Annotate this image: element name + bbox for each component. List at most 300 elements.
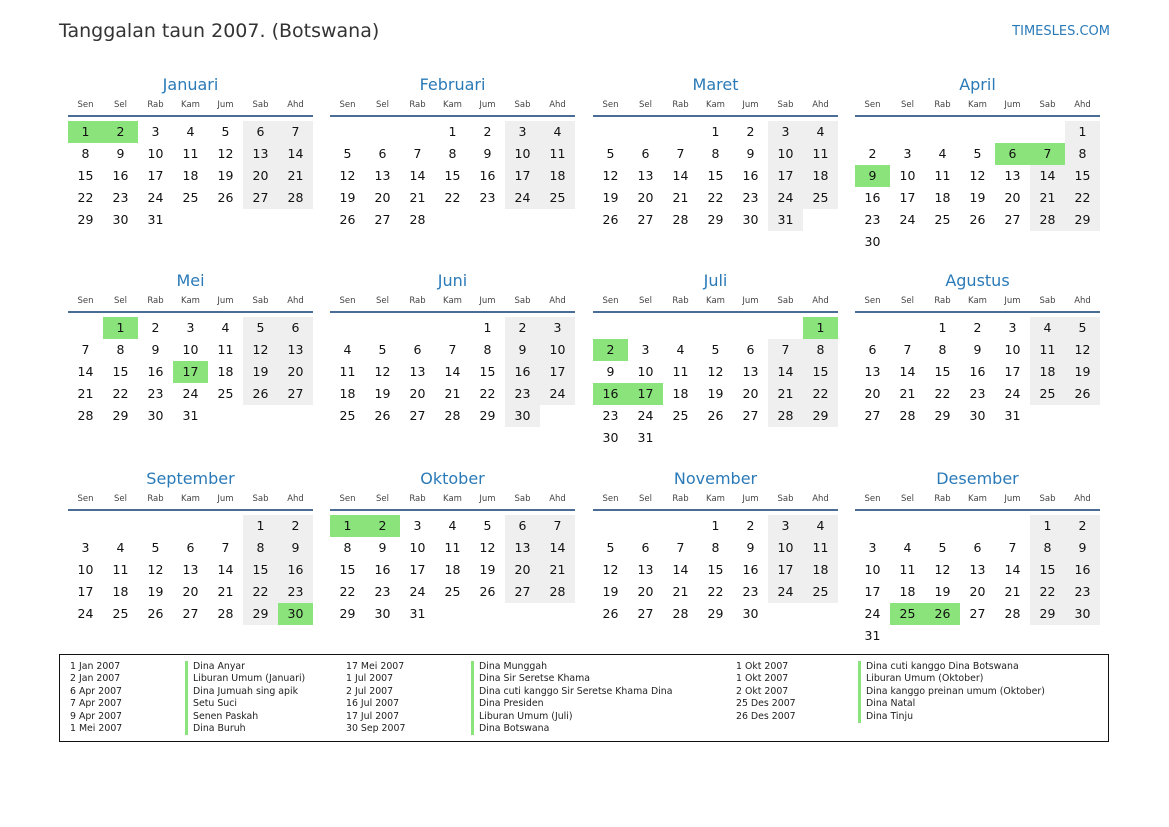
day-cell: 16: [374, 562, 391, 577]
month-name: Februari: [419, 75, 486, 94]
header-divider: [330, 311, 575, 313]
day-cell: 7: [221, 540, 230, 555]
holiday-date: 25 Des 2007: [736, 698, 796, 710]
day-cell: 7: [81, 342, 90, 357]
header-divider: [593, 509, 838, 511]
day-cell: 1: [243, 515, 278, 537]
header-divider: [68, 115, 313, 117]
day-cell: 30: [602, 430, 619, 445]
day-cell: 8: [1065, 143, 1100, 165]
day-cell: 24: [864, 606, 881, 621]
weekday-header-row: [330, 296, 575, 308]
day-cell: 11: [217, 342, 234, 357]
day-cell: 30: [505, 405, 540, 427]
day-cell: 20: [864, 386, 881, 401]
holiday-name: Setu Suci: [185, 698, 237, 710]
day-cell: 23: [602, 408, 619, 423]
day-cell: 29: [479, 408, 496, 423]
day-cell: 12: [969, 168, 986, 183]
day-cell: 23: [147, 386, 164, 401]
day-cell: 31: [768, 209, 803, 231]
day-cell: 10: [768, 537, 803, 559]
day-cell: 3: [903, 146, 912, 161]
holiday-column: [346, 661, 726, 735]
day-cell: 12: [602, 168, 619, 183]
day-cell: 5: [606, 540, 615, 555]
day-cell: 1: [1065, 121, 1100, 143]
header-divider: [330, 509, 575, 511]
weekday-label: Kam: [968, 296, 987, 306]
day-cell: 5: [606, 146, 615, 161]
holiday-day-cell: 1: [68, 121, 103, 143]
holiday-date: 2 Jul 2007: [346, 685, 394, 697]
weekday-label: Jum: [479, 296, 496, 306]
day-cell: 8: [448, 146, 457, 161]
weekday-label: Sab: [777, 296, 794, 306]
month-name: Juli: [703, 271, 728, 290]
weekday-label: Sab: [514, 494, 531, 504]
day-cell: 8: [711, 146, 720, 161]
day-cell: 2: [746, 518, 755, 533]
day-cell: 10: [864, 562, 881, 577]
weekday-label: Rab: [934, 296, 951, 306]
day-cell: 4: [803, 121, 838, 143]
day-cell: 17: [540, 361, 575, 383]
day-cell: 7: [676, 146, 685, 161]
day-cell: 2: [278, 515, 313, 537]
weekday-label: Rab: [672, 296, 689, 306]
day-cell: 23: [112, 190, 129, 205]
header-divider: [855, 115, 1100, 117]
day-cell: 3: [505, 121, 540, 143]
day-cell: 6: [641, 540, 650, 555]
day-cell: 11: [1030, 339, 1065, 361]
day-cell: 14: [77, 364, 94, 379]
holiday-day-cell: 2: [593, 339, 628, 361]
day-cell: 13: [969, 562, 986, 577]
day-cell: 23: [864, 212, 881, 227]
day-cell: 21: [540, 559, 575, 581]
day-cell: 12: [217, 146, 234, 161]
holiday-row: [736, 673, 1096, 685]
day-cell: 11: [182, 146, 199, 161]
day-cell: 21: [217, 584, 234, 599]
weekday-label: Sen: [77, 100, 94, 110]
weekday-label: Rab: [147, 296, 164, 306]
day-cell: 28: [1030, 209, 1065, 231]
day-cell: 15: [77, 168, 94, 183]
day-cell: 28: [77, 408, 94, 423]
day-cell: 24: [409, 584, 426, 599]
weekday-label: Rab: [409, 100, 426, 110]
holiday-date: 17 Jul 2007: [346, 710, 400, 722]
day-cell: 24: [899, 212, 916, 227]
holiday-name: Liburan Umum (Juli): [471, 711, 573, 723]
day-cell: 3: [151, 124, 160, 139]
weekday-label: Sab: [514, 100, 531, 110]
day-cell: 26: [707, 408, 724, 423]
day-cell: 16: [1065, 559, 1100, 581]
weekday-label: Ahd: [812, 296, 829, 306]
day-cell: 25: [540, 187, 575, 209]
weekday-label: Kam: [181, 296, 200, 306]
day-cell: 18: [540, 165, 575, 187]
day-cell: 24: [540, 383, 575, 405]
day-cell: 9: [483, 146, 492, 161]
weekday-label: Ahd: [812, 494, 829, 504]
holiday-name: Dina Natal: [858, 698, 915, 710]
day-cell: 3: [413, 518, 422, 533]
weekday-label: Ahd: [549, 296, 566, 306]
day-cell: 9: [973, 342, 982, 357]
day-cell: 8: [803, 339, 838, 361]
day-cell: 21: [77, 386, 94, 401]
day-cell: 25: [803, 187, 838, 209]
day-cell: 16: [742, 168, 759, 183]
day-cell: 17: [768, 165, 803, 187]
month-name: Mei: [176, 271, 205, 290]
day-cell: 1: [938, 320, 947, 335]
day-cell: 21: [444, 386, 461, 401]
day-cell: 23: [505, 383, 540, 405]
day-cell: 29: [1065, 209, 1100, 231]
day-cell: 14: [899, 364, 916, 379]
day-cell: 1: [483, 320, 492, 335]
weekday-label: Kam: [181, 494, 200, 504]
day-cell: 28: [672, 606, 689, 621]
holiday-day-cell: 9: [855, 165, 890, 187]
holiday-day-cell: 25: [890, 603, 925, 625]
day-cell: 12: [1065, 339, 1100, 361]
day-cell: 5: [243, 317, 278, 339]
day-cell: 15: [339, 562, 356, 577]
day-cell: 3: [81, 540, 90, 555]
day-cell: 4: [676, 342, 685, 357]
day-cell: 30: [112, 212, 129, 227]
day-cell: 31: [147, 212, 164, 227]
day-cell: 5: [483, 518, 492, 533]
day-cell: 14: [540, 537, 575, 559]
day-cell: 16: [969, 364, 986, 379]
header-divider: [593, 311, 838, 313]
holiday-date: 2 Jan 2007: [70, 673, 121, 685]
day-cell: 28: [899, 408, 916, 423]
weekday-label: Jum: [742, 100, 759, 110]
holiday-day-cell: 2: [103, 121, 138, 143]
day-cell: 23: [742, 584, 759, 599]
day-cell: 5: [151, 540, 160, 555]
weekday-label: Ahd: [287, 494, 304, 504]
day-cell: 15: [934, 364, 951, 379]
day-cell: 22: [707, 190, 724, 205]
day-cell: 25: [112, 606, 129, 621]
holiday-name: Senen Paskah: [185, 711, 258, 723]
day-cell: 29: [1030, 603, 1065, 625]
weekday-label: Ahd: [287, 100, 304, 110]
day-cell: 15: [707, 562, 724, 577]
day-cell: 25: [217, 386, 234, 401]
day-cell: 19: [479, 562, 496, 577]
weekday-label: Sen: [602, 100, 619, 110]
day-cell: 7: [540, 515, 575, 537]
day-cell: 14: [672, 562, 689, 577]
day-cell: 10: [505, 143, 540, 165]
day-cell: 9: [746, 146, 755, 161]
weekday-label: Sel: [901, 494, 914, 504]
holiday-row: [736, 698, 1096, 710]
day-cell: 30: [147, 408, 164, 423]
day-cell: 4: [116, 540, 125, 555]
day-cell: 2: [151, 320, 160, 335]
day-cell: 13: [864, 364, 881, 379]
day-cell: 21: [768, 383, 803, 405]
weekday-label: Sen: [77, 494, 94, 504]
day-cell: 20: [637, 190, 654, 205]
day-cell: 6: [243, 121, 278, 143]
day-cell: 22: [339, 584, 356, 599]
day-cell: 21: [899, 386, 916, 401]
day-cell: 18: [217, 364, 234, 379]
weekday-label: Ahd: [1074, 494, 1091, 504]
day-cell: 6: [378, 146, 387, 161]
day-cell: 20: [409, 386, 426, 401]
day-cell: 8: [711, 540, 720, 555]
weekday-label: Sab: [252, 296, 269, 306]
weekday-label: Sab: [252, 494, 269, 504]
day-cell: 26: [217, 190, 234, 205]
weekday-label: Sel: [114, 296, 127, 306]
day-cell: 10: [768, 143, 803, 165]
day-cell: 27: [742, 408, 759, 423]
day-cell: 16: [742, 562, 759, 577]
day-cell: 6: [746, 342, 755, 357]
day-cell: 25: [182, 190, 199, 205]
holiday-date: 1 Jan 2007: [70, 661, 121, 672]
day-cell: 9: [378, 540, 387, 555]
weekday-label: Jum: [217, 494, 234, 504]
day-cell: 13: [374, 168, 391, 183]
day-cell: 7: [768, 339, 803, 361]
day-cell: 2: [505, 317, 540, 339]
day-cell: 26: [602, 606, 619, 621]
day-cell: 9: [116, 146, 125, 161]
day-cell: 23: [1065, 581, 1100, 603]
holiday-name: Dina Munggah: [471, 661, 547, 673]
day-cell: 29: [803, 405, 838, 427]
weekday-label: Sen: [864, 296, 881, 306]
day-cell: 20: [182, 584, 199, 599]
holiday-row: [346, 698, 726, 710]
header-divider: [855, 311, 1100, 313]
day-cell: 13: [505, 537, 540, 559]
day-cell: 11: [803, 537, 838, 559]
day-cell: 2: [746, 124, 755, 139]
weekday-label: Sab: [777, 100, 794, 110]
day-cell: 20: [505, 559, 540, 581]
holiday-date: 7 Apr 2007: [70, 698, 123, 710]
holiday-name: Dina Tinju: [858, 711, 913, 723]
day-cell: 17: [1004, 364, 1021, 379]
day-cell: 30: [742, 212, 759, 227]
holiday-date: 2 Okt 2007: [736, 685, 789, 697]
day-cell: 19: [339, 190, 356, 205]
holiday-date: 9 Apr 2007: [70, 710, 123, 722]
day-cell: 4: [186, 124, 195, 139]
day-cell: 11: [540, 143, 575, 165]
weekday-label: Ahd: [549, 100, 566, 110]
day-cell: 20: [637, 584, 654, 599]
day-cell: 4: [221, 320, 230, 335]
day-cell: 15: [1065, 165, 1100, 187]
day-cell: 15: [479, 364, 496, 379]
holiday-date: 1 Mei 2007: [70, 722, 123, 734]
weekday-label: Sab: [1039, 494, 1056, 504]
holiday-name: Dina Presiden: [471, 698, 544, 710]
day-cell: 15: [707, 168, 724, 183]
day-cell: 5: [938, 540, 947, 555]
holiday-name: Dina Sir Seretse Khama: [471, 673, 590, 685]
holiday-row: [736, 661, 1096, 673]
weekday-label: Ahd: [287, 296, 304, 306]
day-cell: 10: [77, 562, 94, 577]
weekday-label: Jum: [742, 296, 759, 306]
day-cell: 3: [540, 317, 575, 339]
weekday-label: Rab: [934, 494, 951, 504]
day-cell: 21: [1030, 187, 1065, 209]
day-cell: 28: [768, 405, 803, 427]
day-cell: 24: [768, 581, 803, 603]
weekday-label: Sab: [252, 100, 269, 110]
weekday-label: Ahd: [812, 100, 829, 110]
day-cell: 4: [938, 146, 947, 161]
holiday-date: 26 Des 2007: [736, 710, 796, 722]
day-cell: 18: [803, 559, 838, 581]
header-divider: [68, 509, 313, 511]
weekday-label: Sab: [514, 296, 531, 306]
day-cell: 22: [112, 386, 129, 401]
day-cell: 29: [112, 408, 129, 423]
holiday-row: [736, 711, 1096, 723]
day-cell: 22: [479, 386, 496, 401]
day-cell: 3: [1008, 320, 1017, 335]
day-cell: 27: [637, 606, 654, 621]
holiday-date: 17 Mei 2007: [346, 661, 405, 672]
day-cell: 15: [444, 168, 461, 183]
brand-link[interactable]: TIMESLES.COM: [1012, 24, 1110, 39]
holiday-day-cell: 30: [278, 603, 313, 625]
day-cell: 27: [505, 581, 540, 603]
day-cell: 23: [278, 581, 313, 603]
holiday-list: [59, 654, 1109, 742]
day-cell: 29: [339, 606, 356, 621]
day-cell: 23: [479, 190, 496, 205]
day-cell: 9: [746, 540, 755, 555]
weekday-label: Rab: [409, 296, 426, 306]
day-cell: 24: [77, 606, 94, 621]
header-divider: [855, 509, 1100, 511]
weekday-header-row: [593, 100, 838, 112]
weekday-header-row: [855, 100, 1100, 112]
weekday-label: Sen: [864, 100, 881, 110]
day-cell: 27: [374, 212, 391, 227]
day-cell: 12: [374, 364, 391, 379]
day-cell: 25: [339, 408, 356, 423]
day-cell: 28: [540, 581, 575, 603]
month-name: September: [146, 469, 235, 488]
weekday-label: Kam: [706, 494, 725, 504]
day-cell: 27: [637, 212, 654, 227]
day-cell: 16: [505, 361, 540, 383]
day-cell: 1: [1030, 515, 1065, 537]
day-cell: 11: [339, 364, 356, 379]
day-cell: 22: [707, 584, 724, 599]
day-cell: 23: [969, 386, 986, 401]
weekday-label: Ahd: [1074, 296, 1091, 306]
weekday-header-row: [330, 494, 575, 506]
holiday-date: 1 Okt 2007: [736, 673, 789, 685]
day-cell: 15: [803, 361, 838, 383]
holiday-name: Dina kanggo preinan umum (Oktober): [858, 686, 1045, 698]
weekday-label: Kam: [443, 296, 462, 306]
day-cell: 30: [742, 606, 759, 621]
weekday-label: Sen: [339, 296, 356, 306]
day-cell: 11: [803, 143, 838, 165]
weekday-label: Kam: [181, 100, 200, 110]
weekday-label: Sel: [901, 100, 914, 110]
weekday-header-row: [68, 296, 313, 308]
day-cell: 13: [637, 168, 654, 183]
holiday-day-cell: 1: [803, 317, 838, 339]
weekday-label: Ahd: [1074, 100, 1091, 110]
holiday-date: 6 Apr 2007: [70, 685, 123, 697]
holiday-date: 1 Jul 2007: [346, 673, 394, 685]
holiday-name: Dina Anyar: [185, 661, 245, 673]
weekday-label: Sen: [864, 494, 881, 504]
day-cell: 8: [243, 537, 278, 559]
day-cell: 31: [864, 628, 881, 643]
holiday-date: 16 Jul 2007: [346, 698, 400, 710]
day-cell: 18: [339, 386, 356, 401]
weekday-label: Rab: [147, 494, 164, 504]
day-cell: 7: [1008, 540, 1017, 555]
day-cell: 19: [243, 361, 278, 383]
weekday-label: Sel: [114, 100, 127, 110]
day-cell: 14: [409, 168, 426, 183]
day-cell: 13: [182, 562, 199, 577]
page-title: Tanggalan taun 2007. (Botswana): [59, 20, 380, 42]
day-cell: 23: [742, 190, 759, 205]
day-cell: 24: [182, 386, 199, 401]
day-cell: 6: [186, 540, 195, 555]
holiday-name: Dina Jumuah sing apik: [185, 686, 298, 698]
day-cell: 21: [672, 190, 689, 205]
weekday-label: Sel: [376, 296, 389, 306]
day-cell: 21: [409, 190, 426, 205]
day-cell: 17: [409, 562, 426, 577]
weekday-label: Rab: [934, 100, 951, 110]
month-name: Oktober: [420, 469, 485, 488]
weekday-header-row: [593, 296, 838, 308]
day-cell: 3: [186, 320, 195, 335]
day-cell: 8: [483, 342, 492, 357]
day-cell: 2: [483, 124, 492, 139]
day-cell: 30: [864, 234, 881, 249]
day-cell: 8: [81, 146, 90, 161]
holiday-day-cell: 1: [103, 317, 138, 339]
day-cell: 27: [969, 606, 986, 621]
weekday-label: Sen: [602, 494, 619, 504]
day-cell: 21: [672, 584, 689, 599]
